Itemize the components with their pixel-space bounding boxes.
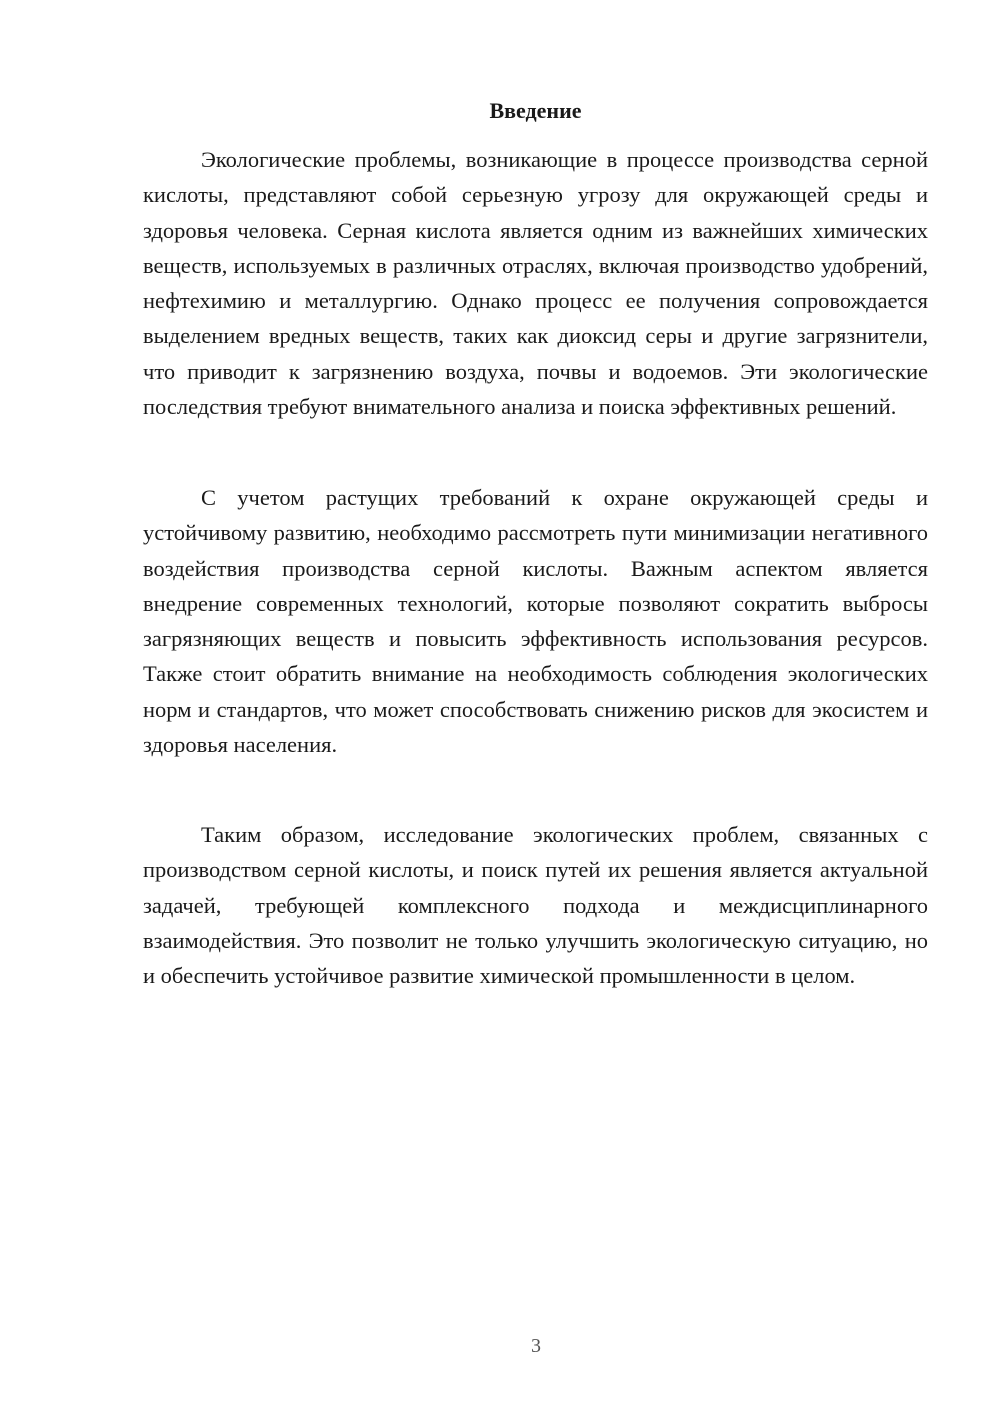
page-number: 3: [531, 1335, 541, 1357]
paragraph-2: С учетом растущих требований к охране окружающей среды и устойчивому развитию, необходимо рассмотреть пути минимизации негативного воздействия производства серной кислоты. Важным аспектом является внедрение современных технологий, которые позволяют сократить выбросы загрязняющих веществ и повысить эффективность использования ресурсов. Также стоит обратить внимание на необходимость соблюдения экологических норм и стандартов, что может способствовать снижению рисков для экосистем и здоровья населения.: [143, 485, 928, 758]
paragraph-3: Таким образом, исследование экологических проблем, связанных с производством серной кислоты, и поиск путей их решения является актуальной задачей, требующей комплексного подхода и междисциплинарного взаимодействия. Это позволит не только улучшить экологическую ситуацию, но и обеспечить устойчивое развитие химической промышленности в целом.: [143, 822, 928, 989]
paragraph-1: Экологические проблемы, возникающие в процессе производства серной кислоты, представляют собой серьезную угрозу для окружающей среды и здоровья человека. Серная кислота является одним из важнейших химических веществ, используемых в различных отраслях, включая производство удобрений, нефтехимию и металлургию. Однако процесс ее получения сопровождается выделением вредных веществ, таких как диоксид серы и другие загрязнители, что приводит к загрязнению воздуха, почвы и водоемов. Эти экологические последствия требуют внимательного анализа и поиска эффективных решений.: [143, 147, 928, 420]
page-title: Введение: [489, 98, 582, 123]
